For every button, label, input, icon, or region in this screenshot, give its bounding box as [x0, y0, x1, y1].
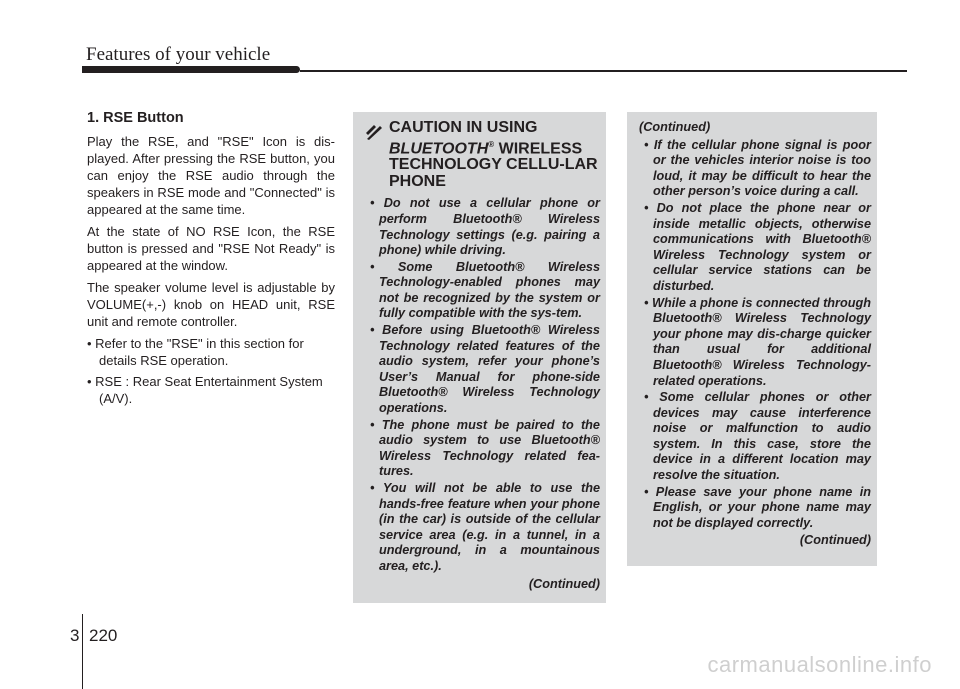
header-bar [82, 66, 300, 73]
header-rule [300, 70, 907, 72]
rse-paragraph-3: The speaker volume level is adjustable by VOLUME(+,-) knob on HEAD unit, RSE unit and remote controller. [87, 280, 335, 329]
footer-divider [82, 614, 83, 689]
caution-title-bluetooth: BLUETOOTH [389, 139, 489, 157]
continued-lead: (Continued) [639, 120, 711, 134]
caution-item-2: • Some Bluetooth® Wireless Technology-enabled phones may not be recognized by the system or fully compatible with the sys-tem. [370, 259, 600, 321]
continued-item-1: • If the cellular phone signal is poor or the vehicles interior noise is too loud, it may be difficult to hear the other person’s voice during a call. [644, 137, 871, 199]
caution-icon [365, 123, 383, 141]
rse-bullet-2: • RSE : Rear Seat Entertainment System (A/V). [87, 374, 323, 406]
caution-header [365, 120, 600, 190]
rse-bullet-1: • Refer to the "RSE" in this section for details RSE operation. [87, 336, 304, 368]
continued-item-5: • Please save your phone name in English, or your phone name may not be displayed correctly. [644, 484, 871, 530]
continued-item-4: • Some cellular phones or other devices may cause interference noise or malfunction to audio system. In this case, store the device in a different location may resolve the situation. [644, 390, 871, 483]
caution-title: CAUTION IN USING BLUETOOTH® WIRELESS TECHNOLOGY CELLU-LAR PHONE [389, 119, 598, 190]
rse-column [87, 110, 335, 411]
rse-bullet-list [87, 335, 335, 407]
watermark: carmanualsonline.info [707, 652, 932, 677]
continued-item-3: • While a phone is connected through Bluetooth® Wireless Technology your phone may dis-charge quicker than usual for additional Bluetooth® Wireless Technology-related operations. [644, 295, 871, 388]
caution-item-1: • Do not use a cellular phone or perform Bluetooth® Wireless Technology settings (e.g. pairing a phone) while driving. [370, 196, 600, 258]
continued-box-continued: (Continued) [799, 533, 871, 548]
page-number: 220 [89, 626, 118, 645]
caution-item-4: • The phone must be paired to the audio system to use Bluetooth® Wireless Technology related fea-tures. [370, 417, 600, 479]
rse-heading: 1. RSE Button [87, 110, 184, 126]
chapter-number: 3 [70, 626, 80, 645]
caution-item-5: • You will not be able to use the hands-free feature when your phone (in the car) is outside of the cellular service area (e.g. in a tunnel, in a underground, in a mountainous area, etc.). [370, 481, 600, 573]
caution-list [365, 196, 600, 574]
continued-item-2: • Do not place the phone near or inside metallic objects, otherwise communications with Bluetooth® Wireless Technology system or cellular service stations can be disturbed. [644, 200, 871, 293]
rse-paragraph-1: Play the RSE, and "RSE" Icon is dis-played. After pressing the RSE button, you can enjoy the RSE audio through the speakers in RSE mode and "Connected" is appeared at the same time. [87, 134, 335, 217]
caution-continued-box [627, 112, 877, 566]
caution-continued: (Continued) [528, 576, 600, 591]
rse-paragraph-2: At the state of NO RSE Icon, the RSE button is pressed and "RSE Not Ready" is appeared at the window. [87, 224, 335, 273]
caution-item-3: • Before using Bluetooth® Wireless Technology related features of the audio system, refer your phone’s User’s Manual for phone-side Bluetooth® Wireless Technology operations. [370, 323, 600, 416]
continued-list [639, 138, 871, 532]
section-header-title: Features of your vehicle [86, 44, 271, 65]
caution-box [353, 112, 606, 603]
